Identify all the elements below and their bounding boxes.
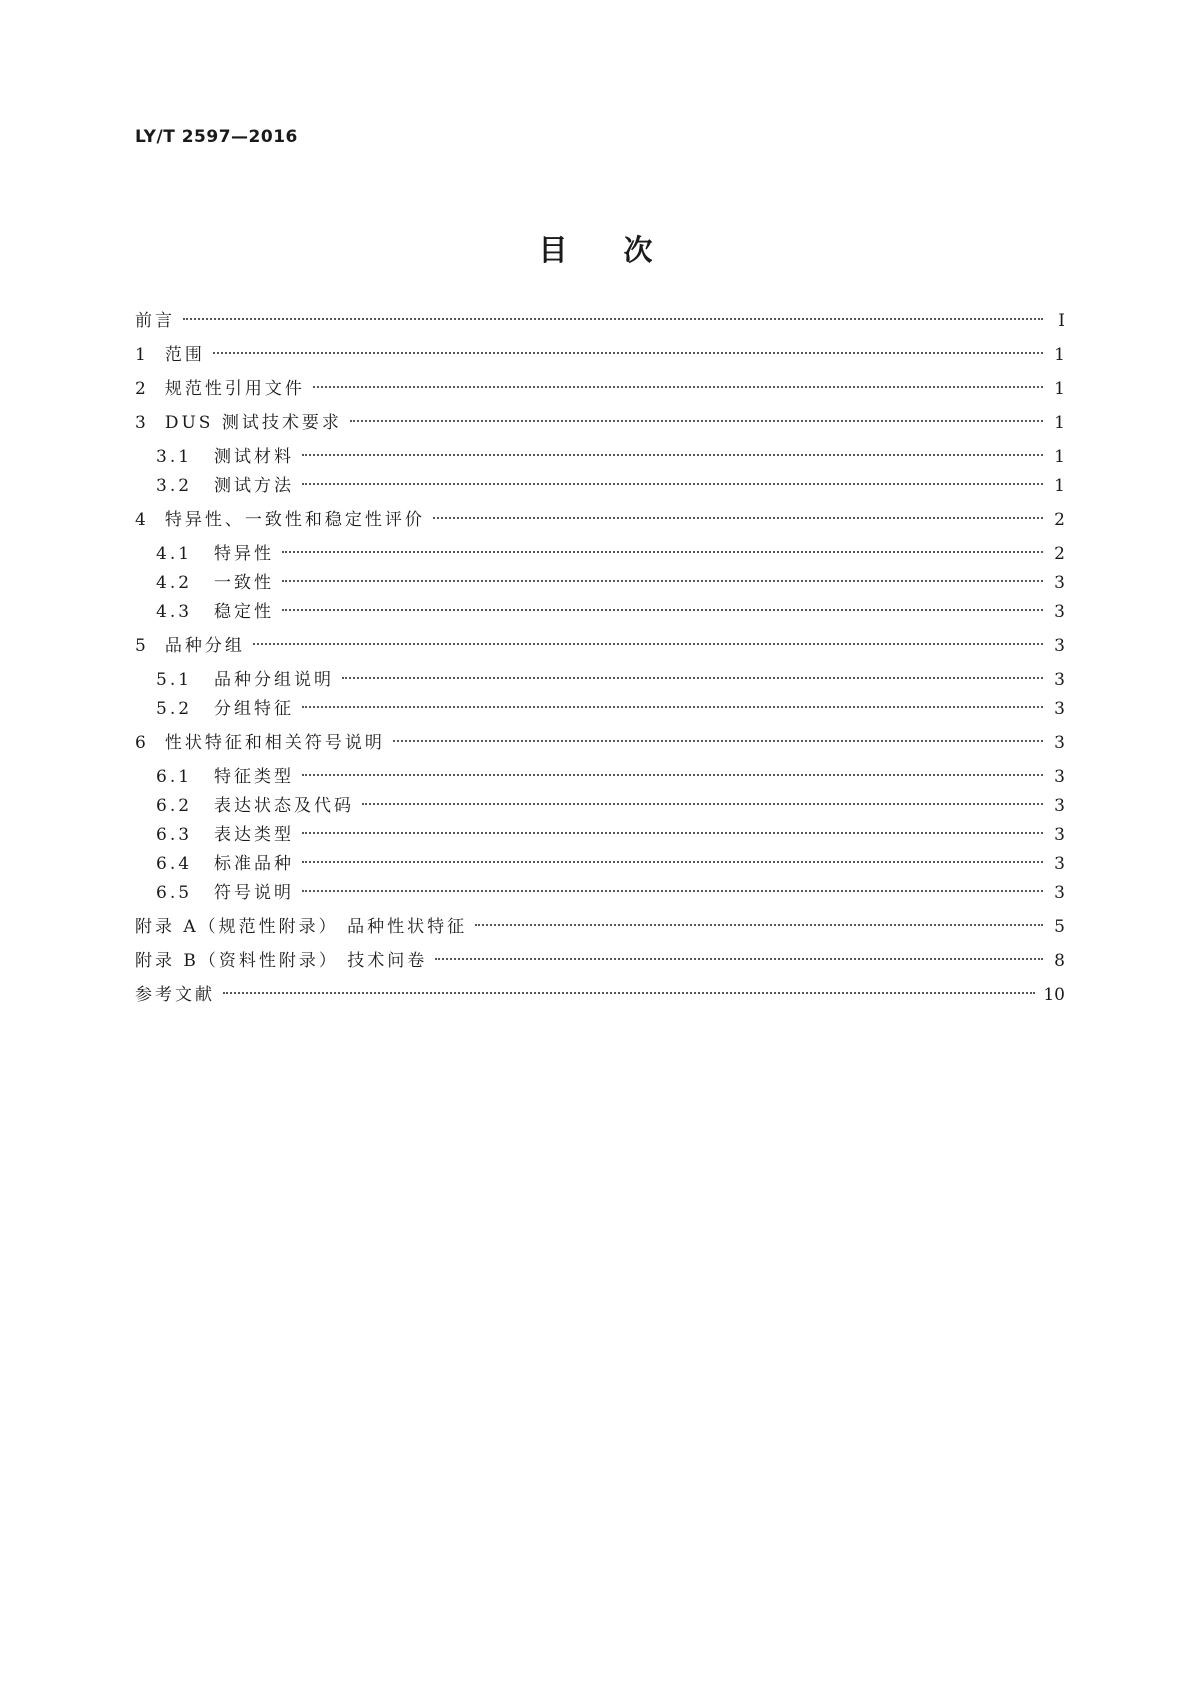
toc-entry-number: 3.2 [156, 476, 193, 496]
toc-entry-6-5[interactable] [156, 881, 1065, 905]
toc-entry-label: 表达类型 [214, 825, 295, 845]
toc-entry-page: 1 [1054, 413, 1065, 433]
toc-entry-number: 6.2 [156, 796, 193, 816]
toc-entry-2[interactable] [135, 377, 1065, 401]
toc-entry-page: 3 [1054, 854, 1065, 874]
toc-entry-5[interactable] [135, 634, 1065, 658]
toc-leader-dots [302, 774, 1043, 776]
toc-leader-dots [362, 803, 1043, 805]
toc-entry-label: 品种分组 [164, 636, 245, 656]
toc-entry-number: 1 [135, 345, 147, 365]
toc-entry-number: 6.1 [156, 767, 193, 787]
toc-entry-label: 附录 A（规范性附录） 品种性状特征 [135, 917, 468, 937]
toc-leader-dots [475, 924, 1043, 926]
toc-entry-label: 一致性 [214, 573, 275, 593]
toc-entry-1[interactable] [135, 343, 1065, 367]
toc-entry-references[interactable] [135, 983, 1065, 1007]
toc-entry-number: 5.2 [156, 699, 193, 719]
toc-entry-page: 10 [1043, 985, 1065, 1005]
toc-leader-dots [223, 992, 1035, 994]
toc-entry-label: 符号说明 [214, 883, 295, 903]
toc-entry-number: 4 [135, 510, 147, 530]
toc-leader-dots [213, 352, 1043, 354]
toc-entry-page: 3 [1054, 767, 1065, 787]
toc-entry-number: 5 [135, 636, 147, 656]
toc-entry-label: 测试材料 [214, 447, 295, 467]
toc-entry-4[interactable] [135, 508, 1065, 532]
toc-entry-page: 1 [1054, 379, 1065, 399]
toc-entry-3[interactable] [135, 411, 1065, 435]
toc-leader-dots [313, 386, 1043, 388]
toc-entry-6[interactable] [135, 731, 1065, 755]
toc-entry-number: 6 [135, 733, 147, 753]
toc-entry-number: 4.1 [156, 544, 193, 564]
toc-leader-dots [302, 706, 1043, 708]
toc-entry-page: 2 [1054, 510, 1065, 530]
toc-entry-page: 3 [1054, 636, 1065, 656]
toc-entry-page: 3 [1054, 670, 1065, 690]
toc-entry-foreword[interactable] [135, 309, 1065, 333]
toc-entry-5-2[interactable] [156, 697, 1065, 721]
toc-leader-dots [302, 483, 1043, 485]
toc-entry-4-3[interactable] [156, 600, 1065, 624]
toc-entry-5-1[interactable] [156, 668, 1065, 692]
toc-entry-label: 规范性引用文件 [164, 379, 305, 399]
toc-entry-6-1[interactable] [156, 765, 1065, 789]
toc-leader-dots [282, 609, 1043, 611]
toc-entry-4-2[interactable] [156, 571, 1065, 595]
toc-leader-dots [350, 420, 1043, 422]
toc-entry-appendix-b[interactable] [135, 949, 1065, 973]
toc-entry-page: 2 [1054, 544, 1065, 564]
toc-entry-appendix-a[interactable] [135, 915, 1065, 939]
toc-entry-page: Ⅰ [1058, 311, 1065, 331]
toc-entry-label: 性状特征和相关符号说明 [164, 733, 385, 753]
toc-entry-page: 1 [1054, 447, 1065, 467]
toc-entry-number: 6.4 [156, 854, 193, 874]
toc-entry-6-2[interactable] [156, 794, 1065, 818]
toc-leader-dots [302, 832, 1043, 834]
toc-entry-page: 3 [1054, 699, 1065, 719]
toc-entry-label: 品种分组说明 [214, 670, 335, 690]
toc-entry-label: 标准品种 [214, 854, 295, 874]
toc-entry-label: 表达状态及代码 [214, 796, 355, 816]
toc-entry-page: 5 [1054, 917, 1065, 937]
toc-entry-number: 4.3 [156, 602, 193, 622]
toc-leader-dots [302, 861, 1043, 863]
toc-leader-dots [433, 517, 1043, 519]
toc-entry-number: 6.5 [156, 883, 193, 903]
toc-entry-label: 附录 B（资料性附录） 技术问卷 [135, 951, 428, 971]
toc-entry-page: 1 [1054, 345, 1065, 365]
toc-entry-number: 3.1 [156, 447, 193, 467]
toc-entry-page: 3 [1054, 825, 1065, 845]
toc-entry-page: 3 [1054, 883, 1065, 903]
toc-entry-label: 范围 [164, 345, 205, 365]
toc-leader-dots [282, 551, 1043, 553]
toc-leader-dots [393, 740, 1043, 742]
toc-entry-label: DUS 测试技术要求 [164, 413, 342, 433]
toc-entry-3-1[interactable] [156, 445, 1065, 469]
document-code: LY/T 2597—2016 [135, 127, 298, 147]
toc-entry-number: 5.1 [156, 670, 193, 690]
toc-entry-label: 测试方法 [214, 476, 295, 496]
page-title: 目次 [538, 233, 709, 267]
toc-leader-dots [342, 677, 1043, 679]
toc-leader-dots [435, 958, 1043, 960]
toc-entry-4-1[interactable] [156, 542, 1065, 566]
toc-entry-label: 前言 [135, 311, 175, 331]
toc-leader-dots [302, 454, 1043, 456]
toc-entry-label: 稳定性 [214, 602, 275, 622]
toc-leader-dots [253, 643, 1043, 645]
toc-entry-6-3[interactable] [156, 823, 1065, 847]
toc-entry-label: 特异性、一致性和稳定性评价 [164, 510, 425, 530]
toc-entry-label: 特异性 [214, 544, 275, 564]
toc-entry-label: 参考文献 [135, 985, 215, 1005]
toc-entry-6-4[interactable] [156, 852, 1065, 876]
toc-leader-dots [183, 318, 1043, 320]
toc-entry-page: 3 [1054, 602, 1065, 622]
toc-entry-number: 6.3 [156, 825, 193, 845]
toc-entry-page: 8 [1054, 951, 1065, 971]
toc-entry-label: 分组特征 [214, 699, 295, 719]
toc-entry-page: 1 [1054, 476, 1065, 496]
toc-entry-3-2[interactable] [156, 474, 1065, 498]
toc-entry-page: 3 [1054, 573, 1065, 593]
toc-entry-number: 4.2 [156, 573, 193, 593]
toc-entry-page: 3 [1054, 796, 1065, 816]
toc-entry-number: 2 [135, 379, 147, 399]
toc-entry-page: 3 [1054, 733, 1065, 753]
toc-leader-dots [282, 580, 1043, 582]
toc-entry-label: 特征类型 [214, 767, 295, 787]
toc-entry-number: 3 [135, 413, 147, 433]
toc-leader-dots [302, 890, 1043, 892]
